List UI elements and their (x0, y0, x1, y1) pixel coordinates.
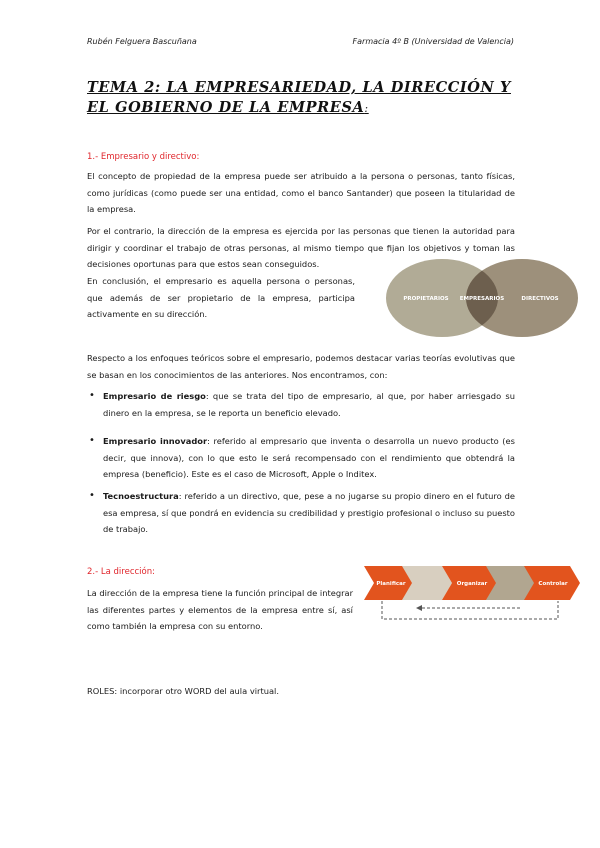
bullet-icon: • (89, 390, 95, 401)
list-item (87, 488, 515, 538)
bullet-term: Empresario innovador (103, 436, 208, 446)
header-author: Rubén Felguera Bascuñana (87, 37, 197, 46)
bullet-term: Empresario de riesgo (103, 391, 206, 401)
paragraph-3: En conclusión, el empresario es aquella persona o personas, que además de ser propietario de la empresa, participa activamente en su dirección. (87, 276, 355, 319)
roles-note: ROLES: incorporar otro WORD del aula virtual. (87, 686, 280, 696)
venn-diagram (384, 256, 580, 340)
page-title-text: TEMA 2: LA EMPRESARIEDAD, LA DIRECCIÓN Y EL GOBIERNO DE LA EMPRESA (87, 79, 511, 116)
process-label-planificar: Planificar (376, 581, 406, 587)
paragraph-1: El concepto de propiedad de la empresa puede ser atribuido a la persona o personas, tanto físicas, como jurídicas (como puede ser una entidad, como el banco Santander) que poseen la titularidad de la empresa. (87, 171, 515, 214)
feedback-loop (382, 601, 558, 619)
section-2-heading: 2.- La dirección: (87, 567, 155, 577)
paragraph-5: La dirección de la empresa tiene la función principal de integrar las diferentes partes y elementos de la empresa entre sí, así como también la empresa con su entorno. (87, 588, 353, 631)
process-diagram (362, 564, 582, 626)
bullet-text: : referido al empresario que inventa o desarrolla un nuevo producto (es decir, que innova), con lo que esto le será recompensado con el rendimiento que obtendrá la empresa (beneficio). Este es el caso de Microsoft, Apple o Inditex. (103, 436, 515, 479)
bullet-icon: • (89, 490, 95, 501)
bullet-text: : referido a un directivo, que, pese a no jugarse su propio dinero en el futuro de esa empresa, sí que pondrá en evidencia su credibilidad y prestigio profesional o incluso su puesto de trabajo. (103, 491, 515, 534)
page-title (87, 78, 517, 119)
process-label-organizar: Organizar (456, 581, 488, 587)
bullet-term: Tecnoestructura (103, 491, 179, 501)
venn-label-center: EMPRESARIOS (459, 296, 505, 302)
paragraph-4: Respecto a los enfoques teóricos sobre el empresario, podemos destacar varias teorías evolutivas que se basan en los conocimientos de las anteriores. Nos encontramos, con: (87, 353, 515, 380)
list-item (87, 433, 515, 483)
bullet-icon: • (89, 435, 95, 446)
list-item (87, 388, 515, 421)
venn-label-left: PROPIETARIOS (403, 296, 449, 302)
paragraph-2: Por el contrario, la dirección de la empresa es ejercida por las personas que tienen la autoridad para dirigir y coordinar el trabajo de otras personas, al mismo tiempo que fijan los objetivos y toman las decisiones oportunas para que estos sean conseguidos. (87, 226, 515, 269)
section-1-heading: 1.- Empresario y directivo: (87, 152, 200, 162)
arrow-icon (416, 605, 422, 611)
header-course: Farmacia 4º B (Universidad de Valencia) (352, 37, 514, 46)
process-label-controlar: Controlar (538, 581, 568, 587)
page-title-colon: : (364, 102, 369, 115)
bullet-text: : que se trata del tipo de empresario, al que, por haber arriesgado su dinero en la empresa, se le reporta un beneficio elevado. (103, 391, 515, 418)
venn-label-right: DIRECTIVOS (521, 296, 559, 302)
